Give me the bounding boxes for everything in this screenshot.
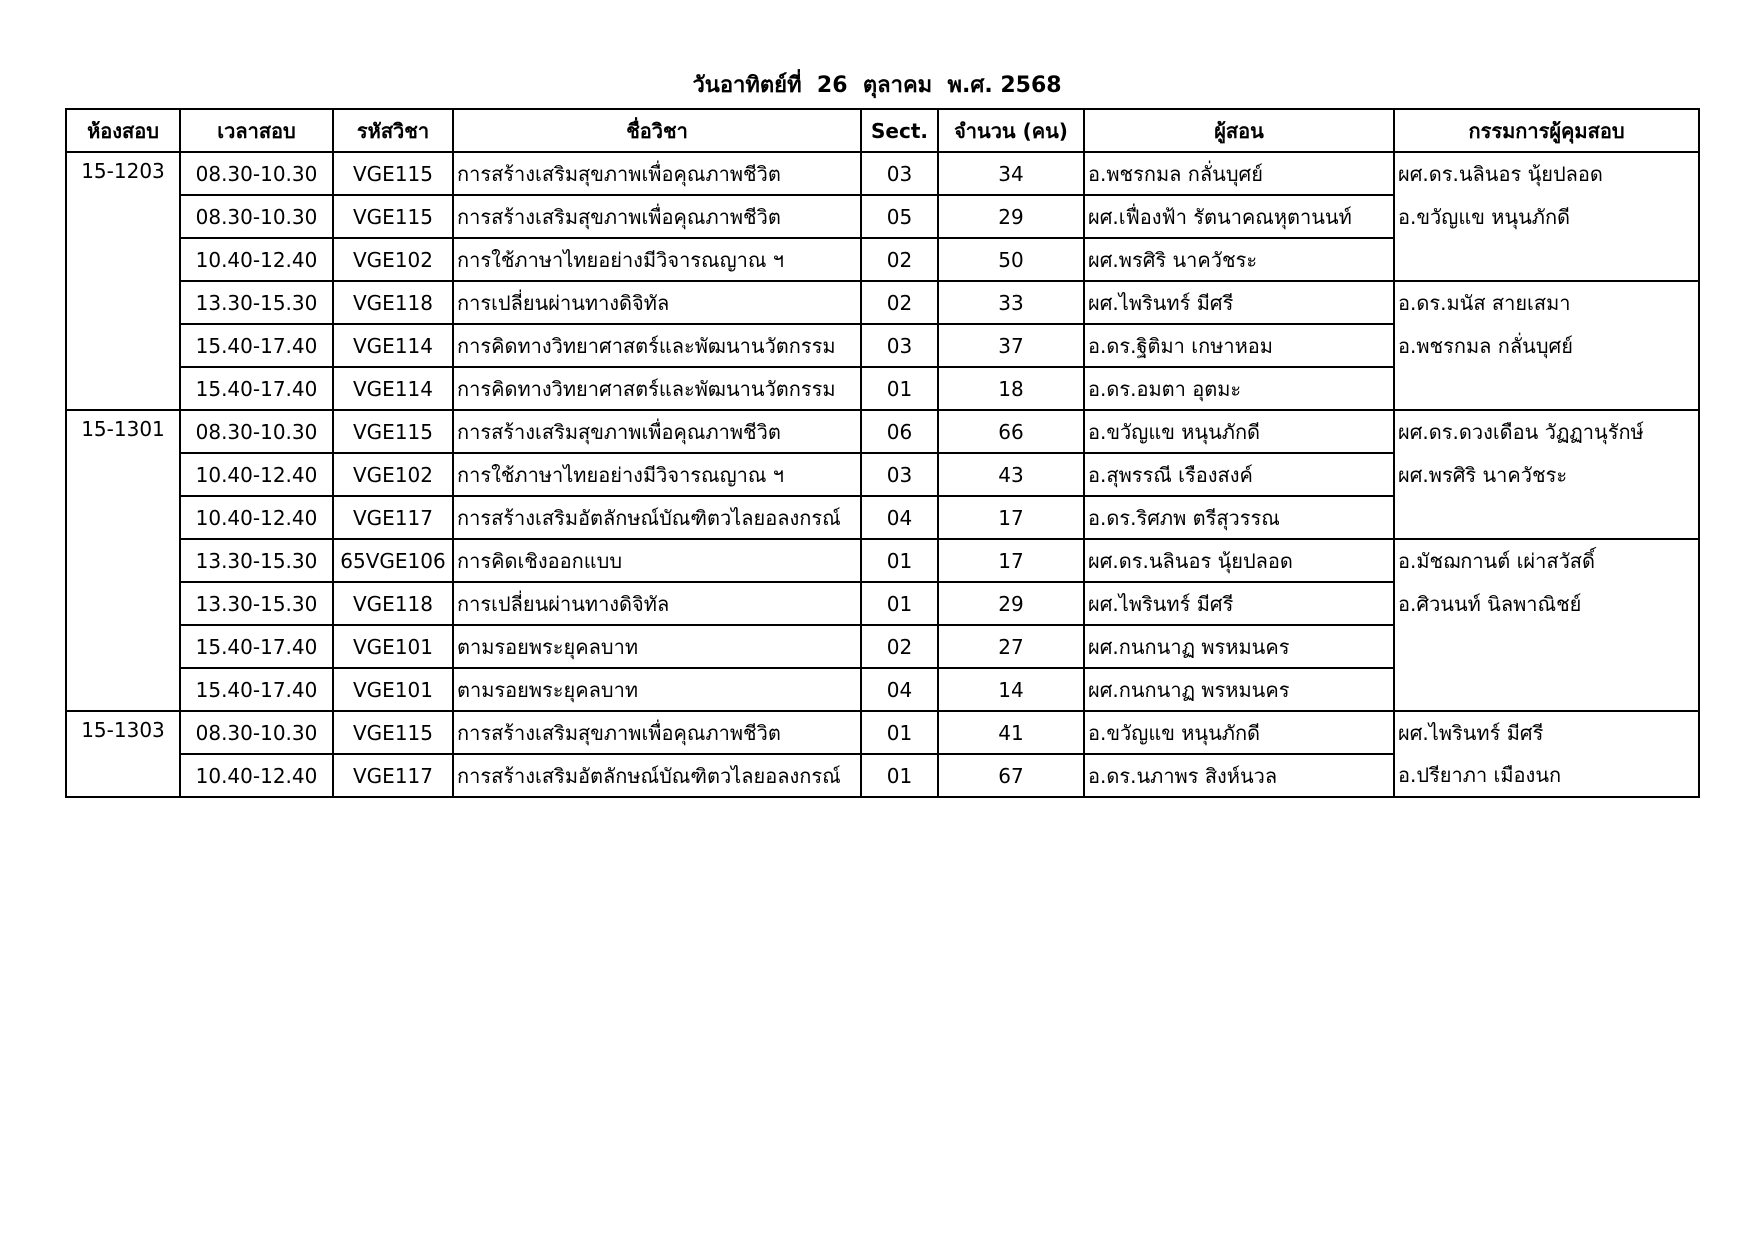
student-count-cell: 41	[938, 711, 1084, 754]
header-instructor: ผู้สอน	[1084, 109, 1394, 152]
time-cell: 15.40-17.40	[180, 324, 333, 367]
course-name-cell: การเปลี่ยนผ่านทางดิจิทัล	[453, 582, 861, 625]
section-cell: 04	[861, 496, 938, 539]
table-row	[66, 238, 1699, 281]
proctor-cell	[1394, 668, 1699, 711]
instructor-cell: ผศ.พรศิริ นาควัชระ	[1084, 238, 1394, 281]
course-name-cell: การเปลี่ยนผ่านทางดิจิทัล	[453, 281, 861, 324]
proctor-cell: ผศ.ดร.นลินอร นุ้ยปลอด	[1394, 152, 1699, 195]
table-body	[66, 152, 1699, 797]
course-code-cell: VGE115	[333, 711, 453, 754]
time-cell: 13.30-15.30	[180, 582, 333, 625]
course-name-cell: การใช้ภาษาไทยอย่างมีวิจารณญาณ ฯ	[453, 238, 861, 281]
instructor-cell: ผศ.ไพรินทร์ มีศรี	[1084, 582, 1394, 625]
course-name-cell: การใช้ภาษาไทยอย่างมีวิจารณญาณ ฯ	[453, 453, 861, 496]
time-cell: 15.40-17.40	[180, 668, 333, 711]
proctor-cell: อ.ศิวนนท์ นิลพาณิชย์	[1394, 582, 1699, 625]
course-name-cell: การสร้างเสริมสุขภาพเพื่อคุณภาพชีวิต	[453, 711, 861, 754]
table-row	[66, 754, 1699, 797]
time-cell: 10.40-12.40	[180, 496, 333, 539]
room-cell	[66, 754, 180, 797]
proctor-cell: ผศ.ไพรินทร์ มีศรี	[1394, 711, 1699, 754]
section-cell: 02	[861, 625, 938, 668]
student-count-cell: 29	[938, 582, 1084, 625]
student-count-cell: 17	[938, 496, 1084, 539]
time-cell: 13.30-15.30	[180, 539, 333, 582]
course-code-cell: VGE117	[333, 496, 453, 539]
proctor-cell: ผศ.ดร.ดวงเดือน วัฏฏานุรักษ์	[1394, 410, 1699, 453]
room-cell	[66, 453, 180, 496]
proctor-cell	[1394, 367, 1699, 410]
section-cell: 02	[861, 281, 938, 324]
table-row	[66, 367, 1699, 410]
course-name-cell: ตามรอยพระยุคลบาท	[453, 625, 861, 668]
instructor-cell: อ.ดร.อมตา อุตมะ	[1084, 367, 1394, 410]
course-code-cell: VGE117	[333, 754, 453, 797]
proctor-cell	[1394, 238, 1699, 281]
proctor-cell	[1394, 625, 1699, 668]
room-cell: 15-1301	[66, 410, 180, 453]
section-cell: 02	[861, 238, 938, 281]
section-cell: 01	[861, 754, 938, 797]
course-name-cell: การสร้างเสริมสุขภาพเพื่อคุณภาพชีวิต	[453, 195, 861, 238]
course-code-cell: 65VGE106	[333, 539, 453, 582]
room-cell	[66, 668, 180, 711]
section-cell: 03	[861, 453, 938, 496]
header-count: จำนวน (คน)	[938, 109, 1084, 152]
course-code-cell: VGE115	[333, 195, 453, 238]
course-code-cell: VGE118	[333, 582, 453, 625]
room-cell	[66, 625, 180, 668]
room-cell: 15-1203	[66, 152, 180, 195]
course-name-cell: การสร้างเสริมสุขภาพเพื่อคุณภาพชีวิต	[453, 410, 861, 453]
section-cell: 01	[861, 367, 938, 410]
instructor-cell: อ.ดร.ฐิติมา เกษาหอม	[1084, 324, 1394, 367]
table-row	[66, 582, 1699, 625]
student-count-cell: 66	[938, 410, 1084, 453]
student-count-cell: 50	[938, 238, 1084, 281]
section-cell: 03	[861, 324, 938, 367]
page-title: วันอาทิตย์ที่ 26 ตุลาคม พ.ศ. 2568	[692, 73, 1062, 98]
course-code-cell: VGE102	[333, 238, 453, 281]
table-row	[66, 539, 1699, 582]
course-code-cell: VGE115	[333, 410, 453, 453]
table-row	[66, 195, 1699, 238]
instructor-cell: อ.พชรกมล กลั่นบุศย์	[1084, 152, 1394, 195]
instructor-cell: อ.ดร.ริศภพ ตรีสุวรรณ	[1084, 496, 1394, 539]
instructor-cell: อ.ขวัญแข หนุนภักดี	[1084, 410, 1394, 453]
room-cell	[66, 367, 180, 410]
header-subject: ชื่อวิชา	[453, 109, 861, 152]
course-name-cell: การสร้างเสริมสุขภาพเพื่อคุณภาพชีวิต	[453, 152, 861, 195]
instructor-cell: ผศ.กนกนาฏ พรหมนคร	[1084, 668, 1394, 711]
instructor-cell: อ.สุพรรณี เรืองสงค์	[1084, 453, 1394, 496]
instructor-cell: อ.ดร.นภาพร สิงห์นวล	[1084, 754, 1394, 797]
section-cell: 06	[861, 410, 938, 453]
table-row	[66, 496, 1699, 539]
course-code-cell: VGE114	[333, 367, 453, 410]
course-name-cell: การคิดทางวิทยาศาสตร์และพัฒนานวัตกรรม	[453, 367, 861, 410]
course-code-cell: VGE102	[333, 453, 453, 496]
room-cell	[66, 539, 180, 582]
instructor-cell: ผศ.ดร.นลินอร นุ้ยปลอด	[1084, 539, 1394, 582]
instructor-cell: อ.ขวัญแข หนุนภักดี	[1084, 711, 1394, 754]
time-cell: 08.30-10.30	[180, 711, 333, 754]
time-cell: 13.30-15.30	[180, 281, 333, 324]
student-count-cell: 14	[938, 668, 1084, 711]
instructor-cell: ผศ.กนกนาฏ พรหมนคร	[1084, 625, 1394, 668]
time-cell: 08.30-10.30	[180, 152, 333, 195]
time-cell: 10.40-12.40	[180, 453, 333, 496]
course-code-cell: VGE118	[333, 281, 453, 324]
table-row	[66, 152, 1699, 195]
course-code-cell: VGE115	[333, 152, 453, 195]
course-code-cell: VGE101	[333, 668, 453, 711]
student-count-cell: 27	[938, 625, 1084, 668]
header-sect: Sect.	[861, 109, 938, 152]
room-cell	[66, 195, 180, 238]
header-row	[66, 109, 1699, 152]
time-cell: 15.40-17.40	[180, 367, 333, 410]
proctor-cell: อ.ดร.มนัส สายเสมา	[1394, 281, 1699, 324]
course-code-cell: VGE101	[333, 625, 453, 668]
proctor-cell: อ.ขวัญแข หนุนภักดี	[1394, 195, 1699, 238]
exam-schedule-table	[65, 108, 1700, 798]
time-cell: 15.40-17.40	[180, 625, 333, 668]
student-count-cell: 29	[938, 195, 1084, 238]
time-cell: 08.30-10.30	[180, 195, 333, 238]
table-row	[66, 281, 1699, 324]
time-cell: 10.40-12.40	[180, 238, 333, 281]
room-cell	[66, 582, 180, 625]
instructor-cell: ผศ.เฟื่องฟ้า รัตนาคณหุตานนท์	[1084, 195, 1394, 238]
course-code-cell: VGE114	[333, 324, 453, 367]
table-row	[66, 410, 1699, 453]
table-row	[66, 625, 1699, 668]
proctor-cell: ผศ.พรศิริ นาควัชระ	[1394, 453, 1699, 496]
header-room: ห้องสอบ	[66, 109, 180, 152]
student-count-cell: 67	[938, 754, 1084, 797]
student-count-cell: 43	[938, 453, 1084, 496]
room-cell	[66, 281, 180, 324]
student-count-cell: 17	[938, 539, 1084, 582]
proctor-cell	[1394, 496, 1699, 539]
time-cell: 10.40-12.40	[180, 754, 333, 797]
course-name-cell: การสร้างเสริมอัตลักษณ์บัณฑิตวไลยอลงกรณ์	[453, 754, 861, 797]
proctor-cell: อ.มัชฌกานต์ เผ่าสวัสดิ์	[1394, 539, 1699, 582]
header-time: เวลาสอบ	[180, 109, 333, 152]
header-code: รหัสวิชา	[333, 109, 453, 152]
instructor-cell: ผศ.ไพรินทร์ มีศรี	[1084, 281, 1394, 324]
section-cell: 05	[861, 195, 938, 238]
student-count-cell: 18	[938, 367, 1084, 410]
section-cell: 03	[861, 152, 938, 195]
proctor-cell: อ.ปรียาภา เมืองนก	[1394, 754, 1699, 797]
section-cell: 01	[861, 582, 938, 625]
course-name-cell: ตามรอยพระยุคลบาท	[453, 668, 861, 711]
course-name-cell: การสร้างเสริมอัตลักษณ์บัณฑิตวไลยอลงกรณ์	[453, 496, 861, 539]
section-cell: 04	[861, 668, 938, 711]
student-count-cell: 34	[938, 152, 1084, 195]
proctor-cell: อ.พชรกมล กลั่นบุศย์	[1394, 324, 1699, 367]
room-cell	[66, 496, 180, 539]
table-row	[66, 668, 1699, 711]
course-name-cell: การคิดทางวิทยาศาสตร์และพัฒนานวัตกรรม	[453, 324, 861, 367]
table-row	[66, 324, 1699, 367]
section-cell: 01	[861, 539, 938, 582]
time-cell: 08.30-10.30	[180, 410, 333, 453]
table-row	[66, 453, 1699, 496]
room-cell	[66, 324, 180, 367]
room-cell: 15-1303	[66, 711, 180, 754]
header-proctors: กรรมการผู้คุมสอบ	[1394, 109, 1699, 152]
student-count-cell: 33	[938, 281, 1084, 324]
table-row	[66, 711, 1699, 754]
student-count-cell: 37	[938, 324, 1084, 367]
course-name-cell: การคิดเชิงออกแบบ	[453, 539, 861, 582]
room-cell	[66, 238, 180, 281]
section-cell: 01	[861, 711, 938, 754]
